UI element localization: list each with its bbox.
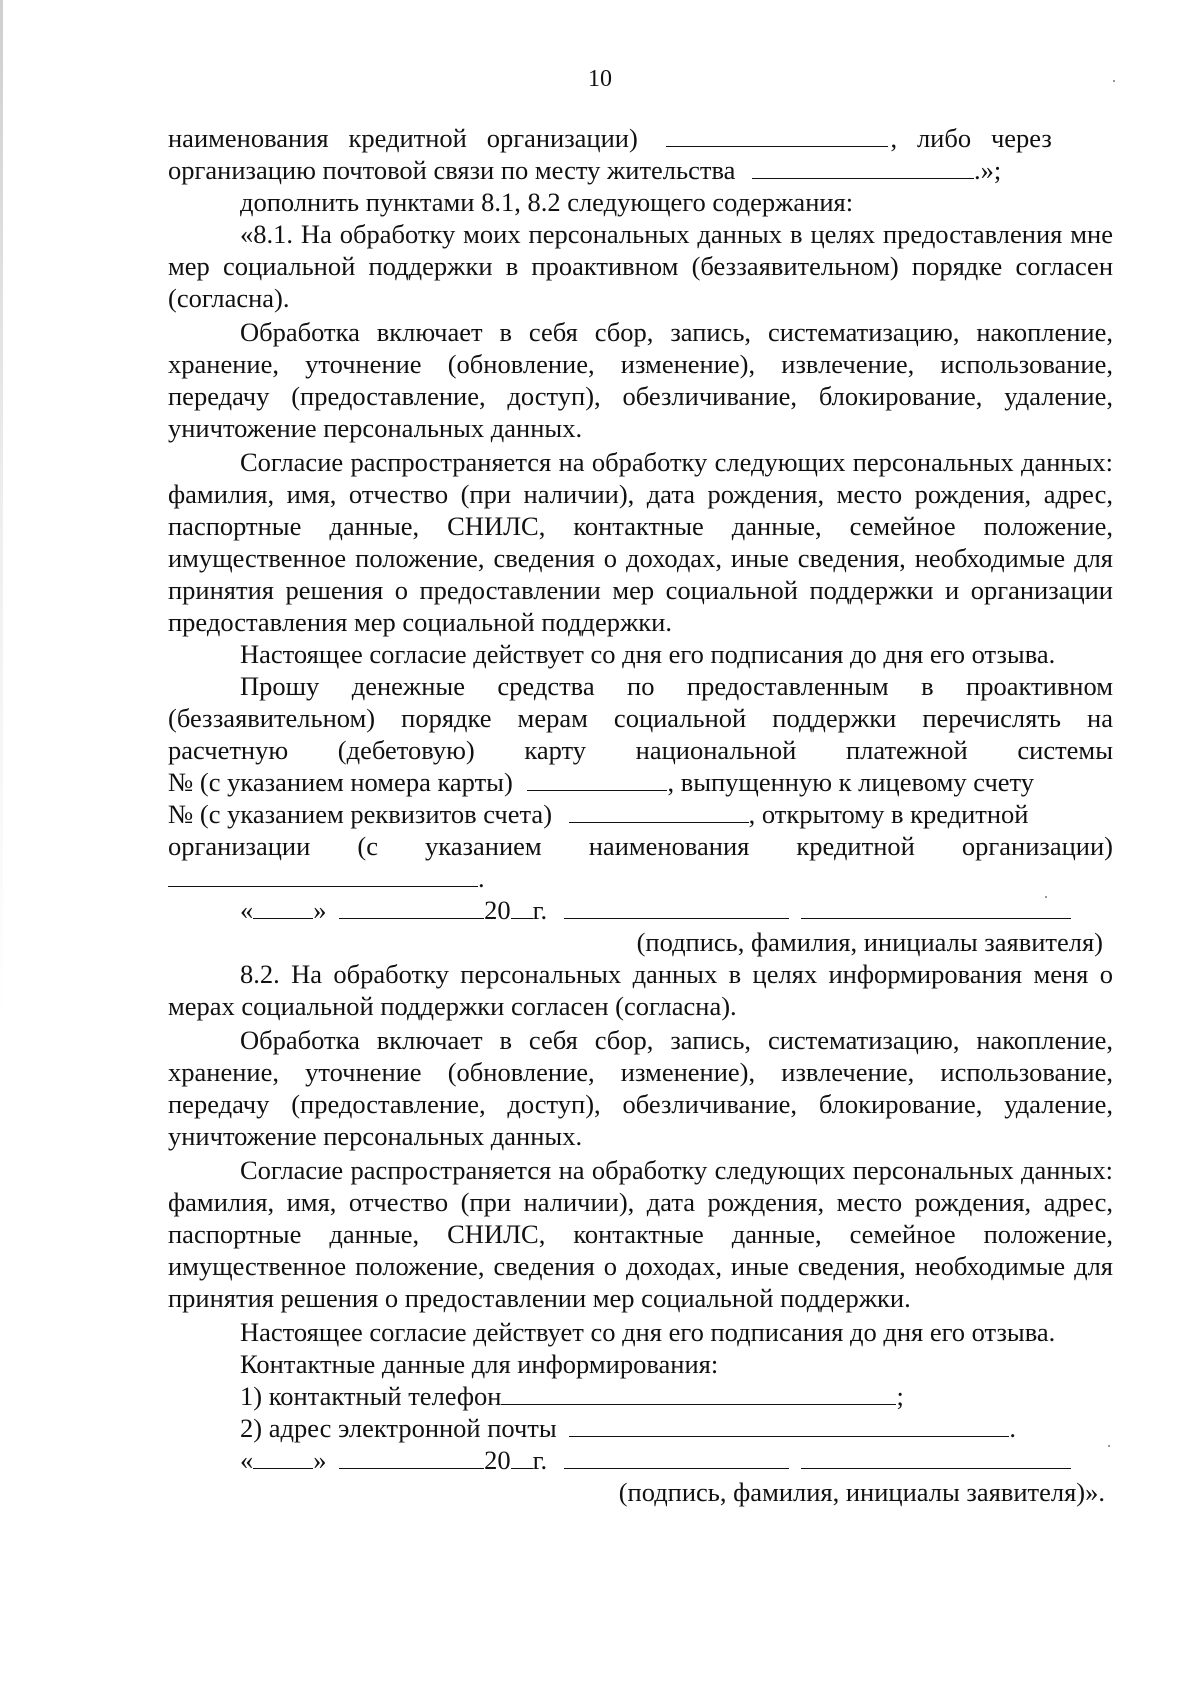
text-fragment: 20: [484, 1445, 511, 1475]
signature-field: [564, 896, 789, 919]
card-number-field: [527, 768, 667, 791]
text-line: организации (с указанием наименования кредитной организации): [168, 831, 1113, 861]
text-fragment: »: [313, 895, 327, 925]
text-fragment: , выпущенную к лицевому счету: [667, 767, 1035, 797]
bank-name-field: [168, 864, 478, 887]
text-fragment: .»;: [974, 155, 1002, 185]
paragraph: Обработка включает в себя сбор, запись, систематизацию, накопление, хранение, уточнение (обновление, изменение), извлечение, использование, передачу (предоставление, доступ), обезличивание, блокирование, удаление, уничтожение персональных данных.: [168, 1025, 1113, 1151]
year-field: [511, 1446, 533, 1469]
scan-edge: [0, 0, 3, 1695]
blank-field: [666, 124, 888, 147]
text-fragment: 20: [484, 895, 511, 925]
paragraph: дополнить пунктами 8.1, 8.2 следующего содержания:: [240, 187, 854, 217]
day-field: [253, 1446, 313, 1469]
month-field: [339, 1446, 484, 1469]
paragraph: Прошу денежные средства по предоставленным в проактивном (беззаявительном) порядке мерам социальной поддержки перечислять на расчетную (дебетовую) карту национальной платежной системы: [168, 671, 1113, 765]
page-number: 10: [588, 66, 612, 92]
text-fragment: ;: [896, 1381, 904, 1411]
name-field: [801, 896, 1071, 919]
text-fragment: № (с указанием номера карты): [168, 767, 513, 797]
text-fragment: г.: [532, 1445, 548, 1475]
document-body: [168, 122, 1113, 1508]
text-fragment: «: [240, 895, 254, 925]
account-field: [569, 800, 749, 823]
date-signature-line: [168, 894, 1113, 926]
text-fragment: 2) адрес электронной почты: [240, 1413, 557, 1443]
text-line: [168, 862, 1113, 894]
phone-line: [168, 1380, 1113, 1412]
signature-field: [564, 1446, 789, 1469]
email-field: [569, 1414, 1009, 1437]
text-line: [168, 154, 1113, 186]
paragraph: Настоящее согласие действует со дня его подписания до дня его отзыва.: [240, 1317, 1056, 1347]
month-field: [339, 896, 484, 919]
email-line: [168, 1412, 1113, 1444]
paragraph-8-2: 8.2. На обработку персональных данных в целях информирования меня о мерах социальной поддержки согласен (согласна).: [168, 959, 1113, 1021]
paragraph: Согласие распространяется на обработку следующих персональных данных: фамилия, имя, отчество (при наличии), дата рождения, место рождения, адрес, паспортные данные, СНИЛС, контактные данные, семейное положение, имущественное положение, сведения о доходах, иные сведения, необходимые для принятия решения о предоставлении мер социальной поддержки и организации предоставления мер социальной поддержки.: [168, 447, 1113, 637]
date-signature-line: [168, 1444, 1113, 1476]
blank-field: [752, 156, 974, 179]
text-fragment: , открытому в кредитной: [748, 799, 1029, 829]
name-field: [801, 1446, 1071, 1469]
paragraph-8-1: «8.1. На обработку моих персональных данных в целях предоставления мне мер социальной поддержки в проактивном (беззаявительном) порядке согласен (согласна).: [168, 219, 1113, 313]
text-fragment: , либо через: [890, 123, 1052, 153]
paragraph: Обработка включает в себя сбор, запись, систематизацию, накопление, хранение, уточнение (обновление, изменение), извлечение, использование, передачу (предоставление, доступ), обезличивание, блокирование, удаление, уничтожение персональных данных.: [168, 317, 1113, 443]
text-line: [168, 798, 1113, 830]
text-fragment: г.: [532, 895, 548, 925]
text-fragment: 1) контактный телефон: [240, 1381, 502, 1411]
signature-caption: (подпись, фамилия, инициалы заявителя): [636, 927, 1103, 957]
text-fragment: «: [240, 1445, 254, 1475]
text-fragment: »: [313, 1445, 327, 1475]
text-fragment: наименования кредитной организации): [168, 123, 638, 153]
text-fragment: № (с указанием реквизитов счета): [168, 799, 553, 829]
text-line: [168, 766, 1113, 798]
phone-field: [501, 1382, 896, 1405]
text-line: [168, 122, 1113, 154]
text-fragment: .: [1009, 1413, 1016, 1443]
signature-caption: (подпись, фамилия, инициалы заявителя)».: [618, 1477, 1105, 1507]
contacts-heading: Контактные данные для информирования:: [240, 1349, 719, 1379]
text-fragment: организацию почтовой связи по месту жительства: [168, 155, 736, 185]
text-fragment: .: [478, 863, 485, 893]
day-field: [253, 896, 313, 919]
paragraph: Согласие распространяется на обработку следующих персональных данных: фамилия, имя, отчество (при наличии), дата рождения, место рождения, адрес, паспортные данные, СНИЛС, контактные данные, семейное положение, имущественное положение, сведения о доходах, иные сведения, необходимые для принятия решения о предоставлении мер социальной поддержки.: [168, 1155, 1113, 1313]
paragraph: Настоящее согласие действует со дня его подписания до дня его отзыва.: [240, 639, 1056, 669]
year-field: [511, 896, 533, 919]
